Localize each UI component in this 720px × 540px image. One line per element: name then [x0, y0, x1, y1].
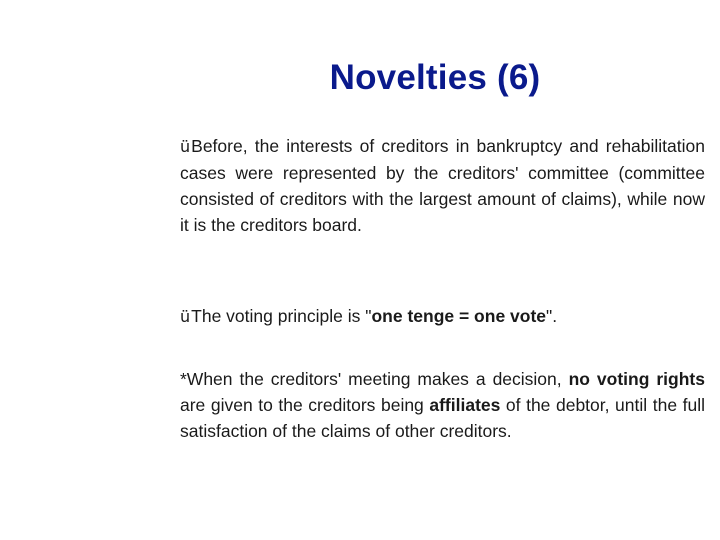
- note-affiliates: [180, 366, 705, 444]
- slide-title: Novelties (6): [329, 58, 541, 97]
- bullet-text-suffix: ".: [546, 306, 558, 326]
- checkmark-icon: ü: [180, 307, 191, 326]
- bullet-text-prefix: The voting principle is ": [191, 306, 372, 326]
- checkmark-icon: ü: [180, 137, 191, 156]
- note-bold-2: affiliates: [429, 395, 501, 415]
- bullet-text-bold: one tenge = one vote: [371, 306, 547, 326]
- note-bold-1: no voting rights: [568, 369, 705, 389]
- bullet-creditors-board: [180, 133, 705, 238]
- bullet-text: Before, the interests of creditors in bankruptcy and rehabilitation cases were represented by the creditors' committee (committee consisted of creditors with the largest amount of claims), while now it is the creditors board.: [180, 136, 705, 235]
- bullet-voting-principle: [180, 303, 705, 330]
- note-text-1: *When the creditors' meeting makes a decision,: [180, 369, 569, 389]
- note-text-3: of the debtor, until the full satisfaction of the claims of other creditors.: [180, 395, 705, 441]
- note-text-2: are given to the creditors being: [180, 395, 430, 415]
